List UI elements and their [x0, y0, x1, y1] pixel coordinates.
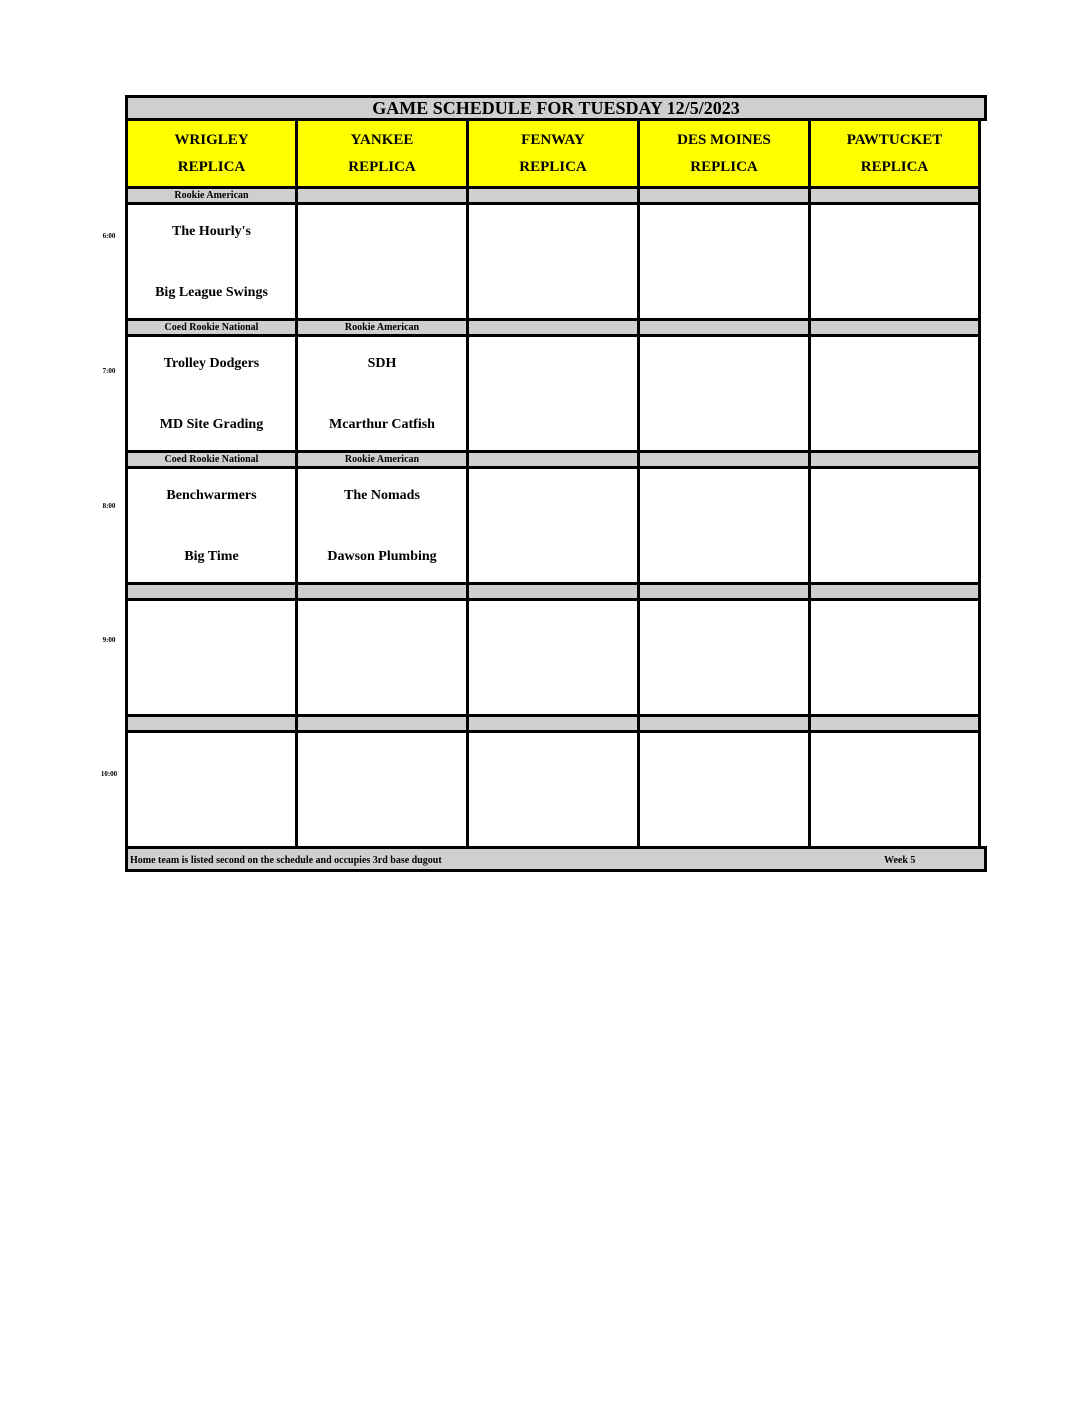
field-subtitle: REPLICA	[690, 158, 758, 175]
field-header	[295, 118, 469, 189]
game-cell	[466, 730, 640, 849]
away-team: The Nomads	[344, 488, 420, 503]
game-cell	[295, 334, 469, 453]
game-cell	[808, 202, 981, 321]
game-cell	[808, 598, 981, 717]
field-name: FENWAY	[521, 131, 585, 148]
field-subtitle: REPLICA	[519, 158, 587, 175]
time-slot-label: 8:00	[102, 502, 116, 510]
game-cell	[466, 598, 640, 717]
field-name: WRIGLEY	[174, 131, 249, 148]
field-header	[466, 118, 640, 189]
game-cell	[466, 334, 640, 453]
game-cell	[808, 730, 981, 849]
game-cell	[295, 202, 469, 321]
away-team: The Hourly's	[172, 224, 251, 239]
game-row	[125, 337, 987, 453]
footer-bar	[125, 846, 987, 872]
field-header	[808, 118, 981, 189]
field-header	[637, 118, 811, 189]
game-row	[125, 733, 987, 849]
time-slots	[125, 189, 987, 849]
game-cell	[637, 598, 811, 717]
schedule-sheet	[125, 95, 987, 872]
home-team: Big Time	[184, 549, 239, 564]
field-subtitle: REPLICA	[177, 158, 246, 175]
game-row	[125, 469, 987, 585]
field-name: YANKEE	[350, 131, 414, 148]
time-slot-label: 10:00	[100, 770, 118, 778]
game-cell	[295, 466, 469, 585]
time-slot-label: 6:00	[102, 232, 116, 240]
week-label: Week 5	[884, 855, 916, 866]
division-label: Rookie American	[125, 186, 298, 205]
game-row	[125, 205, 987, 321]
home-team: Big League Swings	[155, 285, 268, 300]
game-cell	[637, 730, 811, 849]
division-label: Coed Rookie National	[125, 450, 298, 469]
game-cell	[125, 730, 298, 849]
game-cell	[295, 598, 469, 717]
game-cell	[808, 334, 981, 453]
division-label: Rookie American	[295, 450, 469, 469]
away-team: Benchwarmers	[166, 488, 257, 503]
away-team: SDH	[367, 356, 397, 371]
game-cell	[125, 334, 298, 453]
game-cell	[808, 466, 981, 585]
game-cell	[125, 202, 298, 321]
away-team: Trolley Dodgers	[163, 356, 260, 371]
time-slot-label: 7:00	[102, 367, 116, 375]
field-header-row	[125, 121, 987, 189]
schedule-title: GAME SCHEDULE FOR TUESDAY 12/5/2023	[125, 95, 987, 121]
game-cell	[637, 334, 811, 453]
footer-note: Home team is listed second on the schedule and occupies 3rd base dugout	[130, 855, 442, 866]
home-team: Mcarthur Catfish	[329, 417, 435, 432]
home-team: MD Site Grading	[159, 417, 264, 432]
game-cell	[295, 730, 469, 849]
game-cell	[466, 466, 640, 585]
field-header	[125, 118, 298, 189]
division-label: Coed Rookie National	[125, 318, 298, 337]
time-slot-label: 9:00	[102, 636, 116, 644]
game-cell	[466, 202, 640, 321]
division-label: Rookie American	[295, 318, 469, 337]
game-cell	[125, 466, 298, 585]
home-team: Dawson Plumbing	[327, 549, 437, 564]
game-cell	[637, 466, 811, 585]
game-cell	[637, 202, 811, 321]
field-subtitle: REPLICA	[348, 158, 416, 175]
field-name: DES MOINES	[677, 131, 771, 148]
field-name: PAWTUCKET	[846, 131, 943, 148]
game-cell	[125, 598, 298, 717]
game-row	[125, 601, 987, 717]
field-subtitle: REPLICA	[860, 158, 929, 175]
